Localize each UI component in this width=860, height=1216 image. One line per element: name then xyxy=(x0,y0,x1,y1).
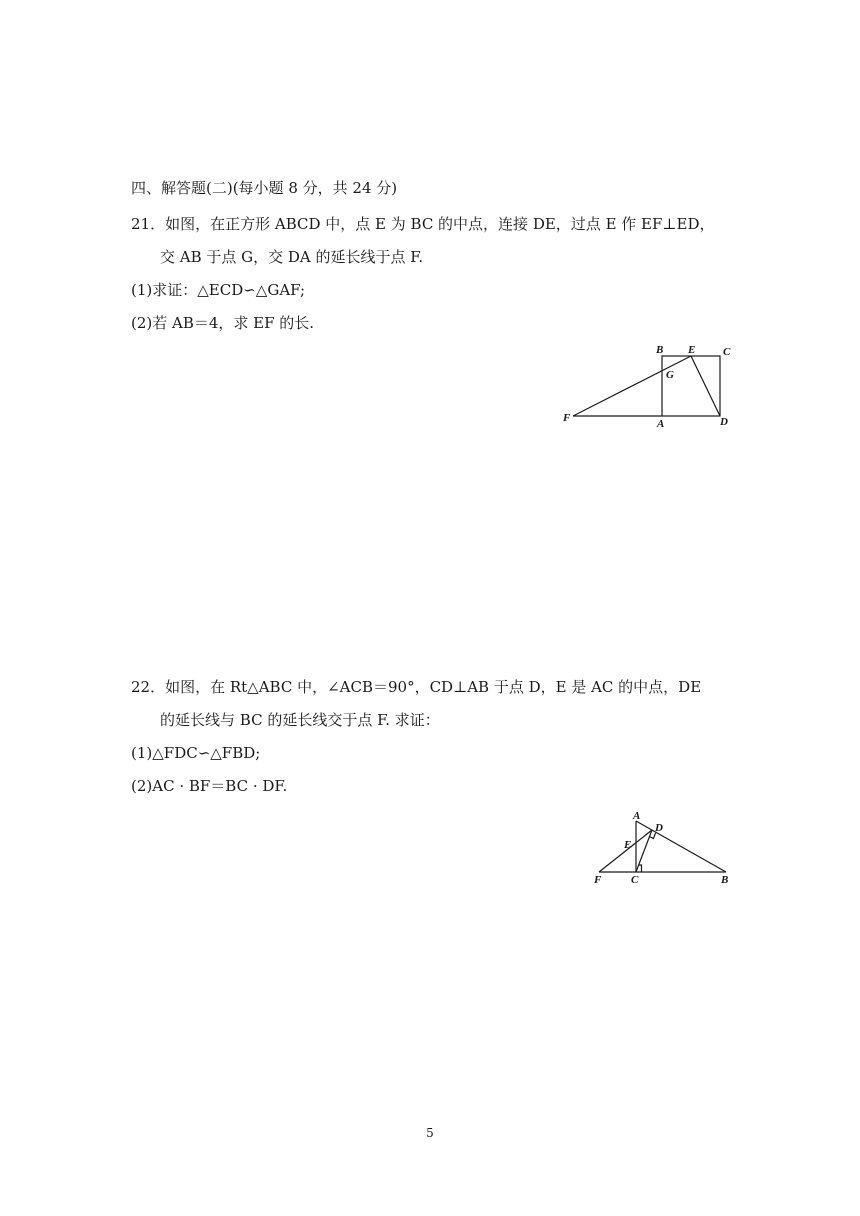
q22-label-c: C xyxy=(631,874,639,886)
q22-label-d: D xyxy=(655,822,663,834)
q22-part2: (2)AC · BF＝BC · DF. xyxy=(131,777,288,795)
q22-stem-line1: 22．如图，在 Rt△ABC 中，∠ACB＝90°，CD⊥AB 于点 D，E 是 AC 的中点，DE xyxy=(131,678,702,696)
q22-right-angle-c xyxy=(639,865,642,872)
q21-stem-line1: 21．如图，在正方形 ABCD 中，点 E 为 BC 的中点，连接 DE，过点 E 作 EF⊥ED， xyxy=(131,215,715,233)
q21-part2: (2)若 AB＝4，求 EF 的长. xyxy=(131,314,315,332)
q22-figure xyxy=(585,805,735,890)
q21-segment-ed xyxy=(691,356,720,416)
q22-label-e: E xyxy=(624,839,632,851)
q22-label-b: B xyxy=(721,874,729,886)
q21-label-d: D xyxy=(720,416,728,428)
section-heading: 四、解答题(二)(每小题 8 分，共 24 分) xyxy=(131,179,398,197)
q21-label-b: B xyxy=(656,344,664,356)
q21-stem-line2: 交 AB 于点 G，交 DA 的延长线于点 F. xyxy=(160,248,424,266)
page-number: 5 xyxy=(426,1126,434,1140)
q21-label-e: E xyxy=(688,344,696,356)
q22-stem-line2: 的延长线与 BC 的延长线交于点 F. 求证： xyxy=(160,711,440,729)
q21-label-f: F xyxy=(563,412,571,424)
q22-segment-ab xyxy=(636,821,726,872)
q22-part1: (1)△FDC∽△FBD; xyxy=(131,744,261,762)
q21-part1: (1)求证：△ECD∽△GAF; xyxy=(131,281,306,299)
q22-label-f: F xyxy=(594,874,602,886)
q21-segment-fe xyxy=(573,356,691,416)
q21-label-g: G xyxy=(666,369,674,381)
q21-square-abcd xyxy=(662,356,720,416)
q21-figure xyxy=(555,338,745,432)
q22-label-a: A xyxy=(633,810,641,822)
q21-label-a: A xyxy=(657,418,665,430)
q21-label-c: C xyxy=(723,346,731,358)
